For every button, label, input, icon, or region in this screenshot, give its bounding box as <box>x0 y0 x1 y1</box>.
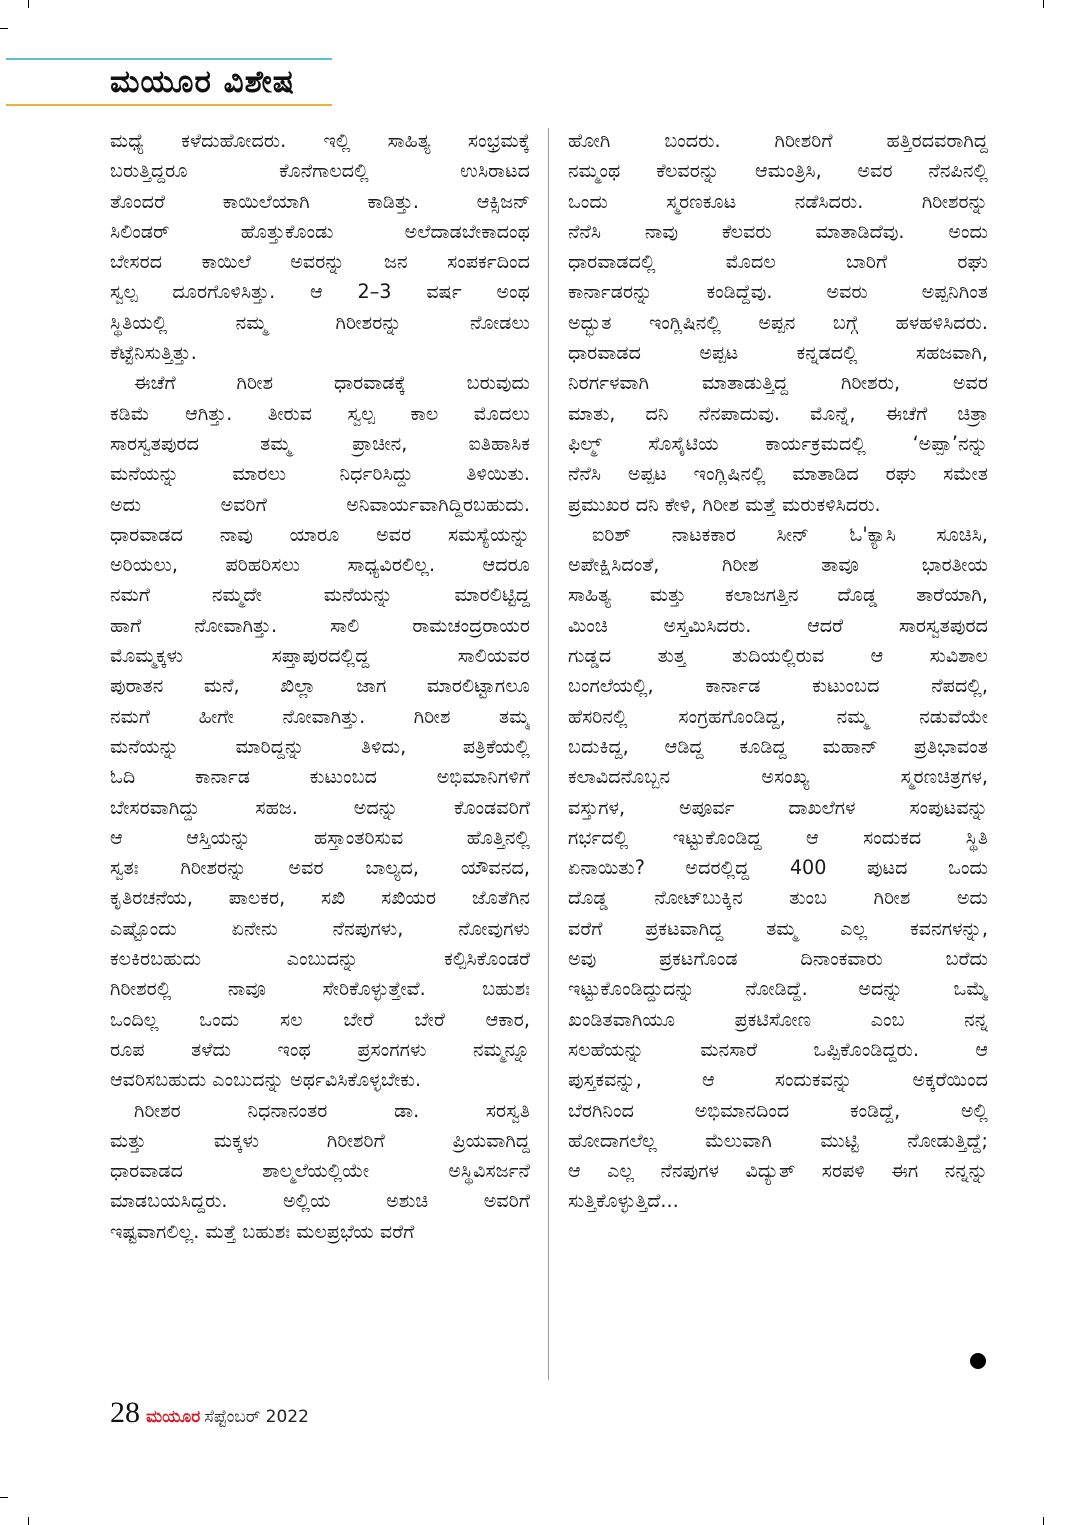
page-number: 28 <box>110 1396 140 1429</box>
text-line: ಅರಿಯಲು, ಪರಿಹರಿಸಲು ಸಾಧ್ಯವಿರಲಿಲ್ಲ. ಆದರೂ <box>110 553 530 577</box>
text-line: ಐರಿಶ್ ನಾಟಕಕಾರ ಸೀನ್ ಓ'ಕ್ಯಾಸಿ ಸೂಚಿಸಿ, <box>592 522 988 546</box>
text-line: ಸುತ್ತಿಕೊಳ್ಳುತ್ತಿದೆ... <box>568 1189 679 1213</box>
text-line: ಧಾರವಾಡದ ನಾವು ಯಾರೂ ಅವರ ಸಮಸ್ಯೆಯನ್ನು <box>110 522 530 546</box>
text-line: ಸಲಹೆಯನ್ನು ಮನಸಾರೆ ಒಪ್ಪಿಕೊಂಡಿದ್ದರು. ಆ <box>568 1037 988 1061</box>
text-line: ಪುರಾತನ ಮನೆ, ಖಿಲ್ಲಾ ಜಾಗ ಮಾರಲಿಟ್ಟಾಗಲೂ <box>110 674 530 698</box>
text-line: ಗಿರೀಶರಲ್ಲಿ ನಾವೂ ಸೇರಿಕೊಳ್ಳುತ್ತೇವೆ. ಬಹುಶಃ <box>110 977 530 1001</box>
right-column <box>568 126 988 1217</box>
text-line: ಅದ್ಭುತ ಇಂಗ್ಲಿಷಿನಲ್ಲಿ ಅಪ್ಪನ ಬಗ್ಗೆ ಹಳಹಳಿಸಿದರು. <box>568 310 988 334</box>
text-line: ವರೆಗೆ ಪ್ರಕಟವಾಗಿದ್ದ ತಮ್ಮ ಎಲ್ಲ ಕವನಗಳನ್ನು, <box>568 916 988 940</box>
text-line: ಹೋಗಿ ಬಂದರು. ಗಿರೀಶರಿಗೆ ಹತ್ತಿರದವರಾಗಿದ್ದ <box>568 129 988 152</box>
text-line: ನೆನೆಸಿ ನಾವು ಕೆಲವರು ಮಾತಾಡಿದೆವು. ಅಂದು <box>568 219 988 243</box>
text-line: ಒಂದಿಲ್ಲ ಒಂದು ಸಲ ಬೇರೆ ಬೇರೆ ಆಕಾರ, <box>110 1007 530 1031</box>
section-title: ಮಯೂರ ವಿಶೇಷ <box>110 64 295 100</box>
text-line: ಖಂಡಿತವಾಗಿಯೂ ಪ್ರಕಟಿಸೋಣ ಎಂಬ ನನ್ನ <box>568 1007 988 1031</box>
text-line: ಇಟ್ಟುಕೊಂಡಿದ್ದುದನ್ನು ನೋಡಿದ್ದೆ. ಅದನ್ನು ಒಮ್ಮೆ <box>568 977 988 1001</box>
text-line: ಕಾರ್ನಾಡರನ್ನು ಕಂಡಿದ್ದೆವು. ಅವರು ಅಪ್ಪನಿಗಿಂತ <box>568 280 988 304</box>
text-line: ಫಿಲ್ಮ್ ಸೊಸೈಟಿಯ ಕಾರ್ಯಕ್ರಮದಲ್ಲಿ ‘ಅಪ್ಪಾ’ನನ್ನು <box>568 431 988 455</box>
text-line: ಹೋದಾಗಲೆಲ್ಲ ಮೆಲುವಾಗಿ ಮುಟ್ಟಿ ನೋಡುತ್ತಿದ್ದೆ; <box>568 1128 988 1152</box>
text-line: ಪ್ರಮುಖರ ದನಿ ಕೇಳಿ, ಗಿರೀಶ ಮತ್ತೆ ಮರುಕಳಿಸಿದರು. <box>568 492 881 516</box>
text-line: ಮಧ್ಯೆ ಕಳೆದುಹೋದರು. ಇಲ್ಲಿ ಸಾಹಿತ್ಯ ಸಂಭ್ರಮಕ್ಕೆ <box>110 129 530 152</box>
text-line: ಧಾರವಾಡದ ಅಪ್ಪಟ ಕನ್ನಡದಲ್ಲಿ ಸಹಜವಾಗಿ, <box>568 341 988 365</box>
text-line: ಕೆಟ್ಟೆನಿಸುತ್ತಿತ್ತು. <box>110 341 197 365</box>
text-line: ಸ್ವಲ್ಪ ದೂರಗೊಳಿಸಿತ್ತು. ಆ 2–3 ವರ್ಷ ಅಂಥ <box>110 280 530 304</box>
text-line: ಧಾರವಾಡದ ಶಾಲ್ಮಲೆಯಲ್ಲಿಯೇ ಅಸ್ಥಿವಿಸರ್ಜನೆ <box>110 1159 530 1183</box>
text-line: ಹೆಸರಿನಲ್ಲಿ ಸಂಗ್ರಹಗೊಂಡಿದ್ದ, ನಮ್ಮ ನಡುವೆಯೇ <box>568 704 988 728</box>
text-line: ಮಿಂಚಿ ಅಸ್ತಮಿಸಿದರು. ಆದರೆ ಸಾರಸ್ವತಪುರದ <box>568 613 988 637</box>
left-column <box>110 126 530 1247</box>
text-line: ಸ್ವತಃ ಗಿರೀಶರನ್ನು ಅವರ ಬಾಲ್ಯದ, ಯೌವನದ, <box>110 856 530 880</box>
issue-date: ಸೆಪ್ಟೆಂಬರ್ 2022 <box>204 1407 309 1427</box>
text-line: ಎಷ್ಟೊಂದು ಏನೇನು ನೆನಪುಗಳು, ನೋವುಗಳು <box>110 916 530 940</box>
text-line: ಸಿಲಿಂಡರ್ ಹೊತ್ತುಕೊಂಡು ಅಲೆದಾಡಬೇಕಾದಂಥ <box>110 219 530 243</box>
crop-mark <box>1043 1517 1044 1525</box>
text-line: ಅವು ಪ್ರಕಟಗೊಂಡ ದಿನಾಂಕವಾರು ಬರೆದು <box>568 947 988 971</box>
text-line: ಇಷ್ಟವಾಗಲಿಲ್ಲ. ಮತ್ತೆ ಬಹುಶಃ ಮಲಪ್ರಭೆಯ ವರೆಗೆ <box>110 1219 415 1243</box>
text-line: ಗುಡ್ಡದ ತುತ್ತ ತುದಿಯಲ್ಲಿರುವ ಆ ಸುವಿಶಾಲ <box>568 644 988 668</box>
text-line: ಬೆರಗಿನಿಂದ ಅಭಿಮಾನದಿಂದ ಕಂಡಿದ್ದೆ, ಅಲ್ಲಿ <box>568 1098 988 1122</box>
text-line: ಗಿರೀಶರ ನಿಧನಾನಂತರ ಡಾ. ಸರಸ್ವತಿ <box>134 1098 530 1122</box>
text-line: ಮೊಮ್ಮಕ್ಕಳು ಸಪ್ತಾಪುರದಲ್ಲಿದ್ದ ಸಾಲಿಯವರ <box>110 644 530 668</box>
text-line: ಸಾರಸ್ವತಪುರದ ತಮ್ಮ ಪ್ರಾಚೀನ, ಐತಿಹಾಸಿಕ <box>110 431 530 455</box>
text-line: ಮಾಡಬಯಸಿದ್ದರು. ಅಲ್ಲಿಯ ಅಶುಚಿ ಅವರಿಗೆ <box>110 1189 530 1213</box>
text-line: ನೆನೆಸಿ ಅಪ್ಪಟ ಇಂಗ್ಲಿಷಿನಲ್ಲಿ ಮಾತಾಡಿದ ರಘು ಸಮೇತ <box>568 462 988 486</box>
text-line: ನಮ್ಮಂಥ ಕೆಲವರನ್ನು ಆಮಂತ್ರಿಸಿ, ಅವರ ನೆನಪಿನಲ್ಲಿ <box>568 159 988 183</box>
text-line: ಧಾರವಾಡದಲ್ಲಿ ಮೊದಲ ಬಾರಿಗೆ ರಘು <box>568 250 988 274</box>
text-line: ನಮಗೆ ಹೀಗೇ ನೋವಾಗಿತ್ತು. ಗಿರೀಶ ತಮ್ಮ <box>110 704 530 728</box>
text-line: ಬೇಸರದ ಕಾಯಿಲೆ ಅವರನ್ನು ಜನ ಸಂಪರ್ಕದಿಂದ <box>110 250 530 274</box>
text-line: ಬದುಕಿದ್ದ, ಆಡಿದ್ದ ಕೂಡಿದ್ದ ಮಹಾನ್ ಪ್ರತಿಭಾವಂತ <box>568 734 988 758</box>
page-footer <box>110 1396 309 1430</box>
crop-mark <box>28 0 29 8</box>
text-line: ಕೃತಿರಚನೆಯ, ಪಾಲಕರ, ಸಖಿ ಸಖಿಯರ ಜೊತೆಗಿನ <box>110 886 530 910</box>
text-line: ಆ ಎಲ್ಲ ನೆನಪುಗಳ ವಿದ್ಯುತ್ ಸರಪಳಿ ಈಗ ನನ್ನನ್ನು <box>568 1159 988 1183</box>
text-line: ಒಂದು ಸ್ಮರಣಕೂಟ ನಡೆಸಿದರು. ಗಿರೀಶರನ್ನು <box>568 189 988 213</box>
text-line: ದೊಡ್ಡ ನೋಟ್‌ಬುಕ್ಕಿನ ತುಂಬ ಗಿರೀಶ ಅದು <box>568 886 988 910</box>
text-line: ಅಪೇಕ್ಷಿಸಿದಂತೆ, ಗಿರೀಶ ತಾವೂ ಭಾರತೀಯ <box>568 553 988 577</box>
text-line: ಮತ್ತು ಮಕ್ಕಳು ಗಿರೀಶರಿಗೆ ಪ್ರಿಯವಾಗಿದ್ದ <box>110 1128 530 1152</box>
text-line: ತೊಂದರೆ ಕಾಯಿಲೆಯಾಗಿ ಕಾಡಿತ್ತು. ಆಕ್ಸಿಜನ್ <box>110 189 530 213</box>
text-line: ನಮಗೆ ನಮ್ಮದೇ ಮನೆಯನ್ನು ಮಾರಲಿಟ್ಟಿದ್ದ <box>110 583 530 607</box>
text-line: ಬರುತ್ತಿದ್ದರೂ ಕೊನೆಗಾಲದಲ್ಲಿ ಉಸಿರಾಟದ <box>110 159 530 183</box>
text-line: ಆ ಆಸ್ತಿಯನ್ನು ಹಸ್ತಾಂತರಿಸುವ ಹೊತ್ತಿನಲ್ಲಿ <box>110 825 530 849</box>
header-rule-top <box>6 58 332 60</box>
text-line: ಮನೆಯನ್ನು ಮಾರಿದ್ದನ್ನು ತಿಳಿದು, ಪತ್ರಿಕೆಯಲ್ಲಿ <box>110 734 530 758</box>
text-line: ಆವರಿಸಬಹುದು ಎಂಬುದನ್ನು ಅರ್ಥವಿಸಿಕೊಳ್ಳಬೇಕು. <box>110 1068 422 1092</box>
end-of-article-bullet <box>970 1353 986 1369</box>
text-line: ಮಾತು, ದನಿ ನೆನಪಾದುವು. ಮೊನ್ನೆ, ಈಚೆಗೆ ಚಿತ್ರಾ <box>568 401 988 425</box>
crop-mark <box>0 28 8 29</box>
text-line: ಕಲಕಿರಬಹುದು ಎಂಬುದನ್ನು ಕಲ್ಪಿಸಿಕೊಂಡರೆ <box>110 947 530 971</box>
crop-mark <box>28 1517 29 1525</box>
text-line: ಓದಿ ಕಾರ್ನಾಡ ಕುಟುಂಬದ ಅಭಿಮಾನಿಗಳಿಗೆ <box>110 765 530 789</box>
crop-mark <box>0 1497 8 1498</box>
text-line: ನಿರರ್ಗಳವಾಗಿ ಮಾತಾಡುತ್ತಿದ್ದ ಗಿರೀಶರು, ಅವರ <box>568 371 988 395</box>
text-line: ರೂಪ ತಳೆದು ಇಂಥ ಪ್ರಸಂಗಗಳು ನಮ್ಮನ್ನೂ <box>110 1037 530 1061</box>
text-line: ಈಚೆಗೆ ಗಿರೀಶ ಧಾರವಾಡಕ್ಕೆ ಬರುವುದು <box>134 371 530 395</box>
crop-mark <box>1043 0 1044 8</box>
text-line: ಹಾಗೆ ನೋವಾಗಿತ್ತು. ಸಾಲಿ ರಾಮಚಂದ್ರರಾಯರ <box>110 613 530 637</box>
magazine-name: ಮಯೂರ <box>146 1407 201 1427</box>
header-rule-bottom <box>6 104 332 106</box>
text-line: ಏನಾಯಿತು? ಅದರಲ್ಲಿದ್ದ 400 ಪುಟದ ಒಂದು <box>568 856 988 880</box>
text-line: ಬೇಸರವಾಗಿದ್ದು ಸಹಜ. ಅದನ್ನು ಕೊಂಡವರಿಗೆ <box>110 795 530 819</box>
text-line: ಮನೆಯನ್ನು ಮಾರಲು ನಿರ್ಧರಿಸಿದ್ದು ತಿಳಿಯಿತು. <box>110 462 530 486</box>
column-divider <box>548 128 549 1380</box>
text-line: ಸ್ಥಿತಿಯಲ್ಲಿ ನಮ್ಮ ಗಿರೀಶರನ್ನು ನೋಡಲು <box>110 310 530 334</box>
text-line: ಕಡಿಮೆ ಆಗಿತ್ತು. ತೀರುವ ಸ್ವಲ್ಪ ಕಾಲ ಮೊದಲು <box>110 401 530 425</box>
text-line: ಬಂಗಲೆಯಲ್ಲಿ, ಕಾರ್ನಾಡ ಕುಟುಂಬದ ನೆಪದಲ್ಲಿ, <box>568 674 988 698</box>
text-line: ಅದು ಅವರಿಗೆ ಅನಿವಾರ್ಯವಾಗಿದ್ದಿರಬಹುದು. <box>110 492 530 516</box>
text-line: ವಸ್ತುಗಳ, ಅಪೂರ್ವ ದಾಖಲೆಗಳ ಸಂಪುಟವನ್ನು <box>568 795 988 819</box>
text-line: ಕಲಾವಿದನೊಬ್ಬನ ಅಸಂಖ್ಯ ಸ್ಮರಣಚಿತ್ರಗಳ, <box>568 765 988 789</box>
text-line: ಗರ್ಭದಲ್ಲಿ ಇಟ್ಟುಕೊಂಡಿದ್ದ ಆ ಸಂದುಕದ ಸ್ಥಿತಿ <box>568 825 988 849</box>
text-line: ಪುಸ್ತಕವನ್ನು, ಆ ಸಂದುಕವನ್ನು ಅಕ್ಕರೆಯಿಂದ <box>568 1068 988 1092</box>
text-line: ಸಾಹಿತ್ಯ ಮತ್ತು ಕಲಾಜಗತ್ತಿನ ದೊಡ್ಡ ತಾರೆಯಾಗಿ, <box>568 583 988 607</box>
